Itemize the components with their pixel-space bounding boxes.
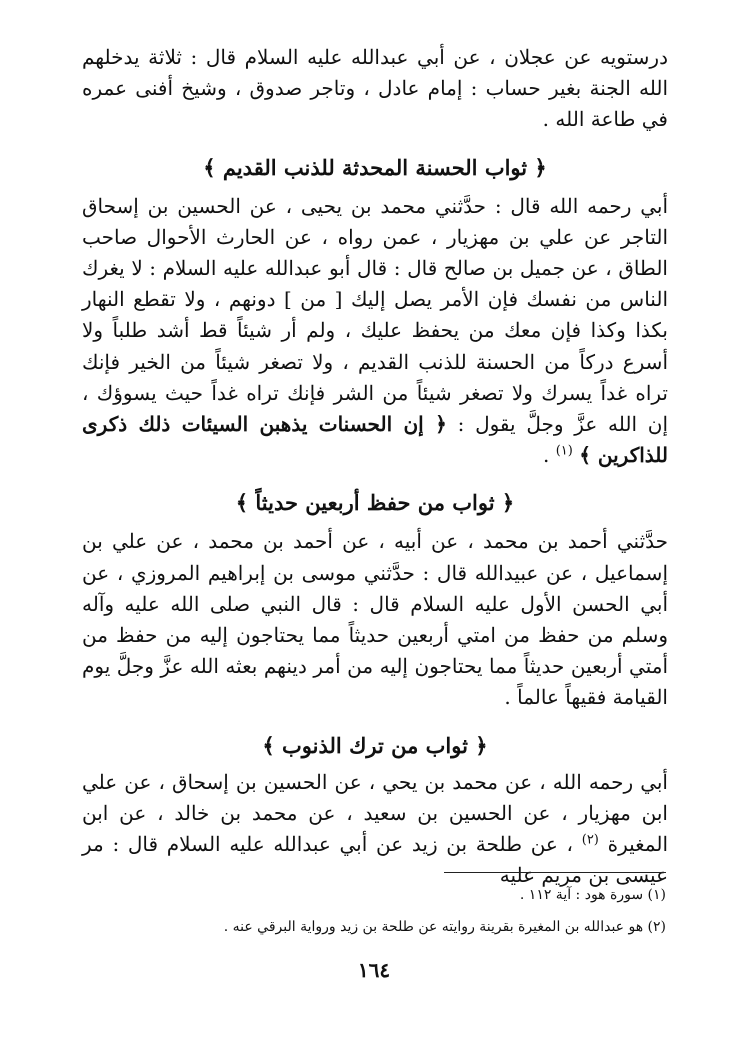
footnote-2: (٢) هو عبدالله بن المغيرة بقرينة روايته عن طلحة بن زيد ورواية البرقي عنه .: [223, 919, 666, 935]
paragraph-text-continued: ، عن طلحة بن زيد عن أبي عبدالله عليه السلام قال : مر عيسى بن مريم عليه: [82, 832, 668, 888]
footnote-ref-1: (١): [555, 443, 573, 459]
footnotes: [80, 879, 666, 943]
intro-paragraph: [82, 42, 668, 136]
footnote-1: (١) سورة هود : آية ١١٢ .: [519, 887, 666, 903]
paragraph-text: أبي رحمه الله قال : حدَّثني محمد بن يحيى ، عن الحسين بن إسحاق التاجر عن علي بن مهزيار ، عمن رواه ، عن الحارث الأحوال صاحب الطاق ، عن جميل بن صالح قال : قال أبو عبدالله عليه السلام : لا يغرك الناس من نفسك فإن الأمر يصل إليك [ من ] دونهم ، ولا تقطع النهار بكذا وكذا فإن معك من يحفظ عليك ، ولم أر شيئاً قط أشد طلباً ولا أسرع دركاً من الحسنة للذنب القديم ، ولا تصغر شيئاً من الخير فإنك تراه غداً يسرك ولا تصغر شيئاً من الشر فإنك تراه غداً حيث يسوؤك ، إن الله عزَّ وجلَّ يقول :: [82, 193, 669, 437]
section-paragraph-forty-hadith: حدَّثني أحمد بن محمد ، عن أبيه ، عن أحمد بن محمد ، عن علي بن إسماعيل ، عن عبيدالله قال : حدَّثني موسى بن إبراهيم المروزي ، عن أبي الحسن الأول عليه السلام قال : قال النبي صلى الله عليه وآله وسلم من حفظ من امتي أربعين حديثاً مما يحتاجون إليه من حفظ من أمتي أربعين حديثاً مما يحتاجون إليه من أمر دينهم بعثه الله عزَّ وجلَّ يوم القيامة فقيهاً عالماً .: [82, 529, 668, 710]
intro-line-1: درستويه عن عجلان ، عن أبي عبدالله عليه السلام قال : ثلاثة يدخلهم الله الجنة: [82, 45, 668, 101]
footnote-divider: [444, 872, 666, 873]
quran-verse: ﴿ إن الحسنات يذهبن السيئات ذلك ذكرى للذاكرين ﴾: [82, 412, 668, 468]
section-heading-leaving-sins: ﴿ ثواب من ترك الذنوب ﴾: [262, 732, 488, 758]
page-body: [82, 42, 668, 891]
section-paragraph-good-deed: [82, 191, 668, 472]
end-mark: .: [542, 443, 550, 468]
page-number: ١٦٤: [357, 958, 391, 982]
paragraph-text: أبي رحمه الله ، عن محمد بن يحي ، عن الحسين بن إسحاق ، عن علي ابن مهزيار ، عن الحسين بن سعيد ، عن محمد بن خالد ، عن ابن المغيرة: [82, 769, 669, 857]
section-heading-forty-hadith: ﴿ ثواب من حفظ أربعين حديثاً ﴾: [235, 490, 515, 516]
intro-line-2: بغير حساب : إمام عادل ، وتاجر صدوق ، وشيخ أفنى عمره في طاعة الله .: [82, 76, 668, 132]
section-heading-good-deed: ﴿ ثواب الحسنة المحدثة للذنب القديم ﴾: [203, 154, 547, 180]
footnote-ref-2: (٢): [581, 832, 599, 848]
